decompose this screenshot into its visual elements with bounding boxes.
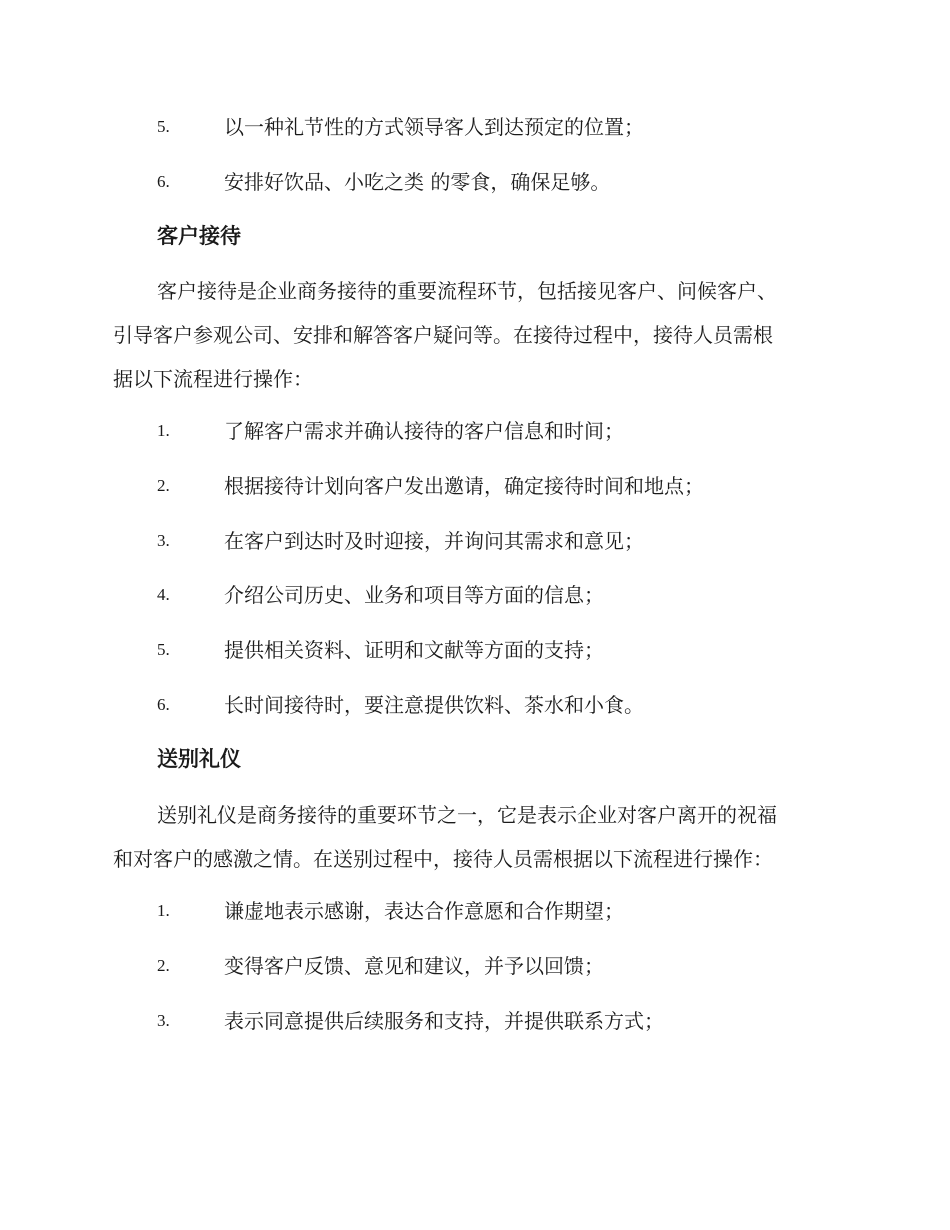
list-item-text: 表示同意提供后续服务和支持，并提供联系方式； — [224, 1009, 664, 1033]
list-item-text: 提供相关资料、证明和文献等方面的支持； — [224, 638, 604, 662]
list-item — [0, 414, 950, 448]
list-number: 4. — [157, 585, 170, 604]
section-heading-farewell: 送别礼仪 — [157, 747, 241, 771]
list-number: 1. — [157, 421, 170, 440]
list-number: 6. — [157, 695, 170, 714]
paragraph-line: 和对客户的感激之情。在送别过程中，接待人员需根据以下流程进行操作： — [113, 847, 773, 871]
list-item — [0, 949, 950, 983]
list-item-text: 以一种礼节性的方式领导客人到达预定的位置； — [224, 115, 644, 139]
list-item — [0, 524, 950, 558]
list-item — [0, 688, 950, 722]
list-number: 5. — [157, 640, 170, 659]
paragraph-line: 送别礼仪是商务接待的重要环节之一，它是表示企业对客户离开的祝福 — [157, 803, 777, 827]
list-item-text: 安排好饮品、小吃之类 的零食，确保足够。 — [224, 170, 611, 194]
list-item-text: 根据接待计划向客户发出邀请，确定接待时间和地点； — [224, 474, 704, 498]
list-number: 6. — [157, 172, 170, 191]
list-item — [0, 578, 950, 612]
list-item-text: 在客户到达时及时迎接，并询问其需求和意见； — [224, 529, 644, 553]
paragraph-line: 引导客户参观公司、安排和解答客户疑问等。在接待过程中，接待人员需根 — [113, 323, 773, 347]
list-item-text: 变得客户反馈、意见和建议，并予以回馈； — [224, 954, 604, 978]
paragraph-line: 客户接待是企业商务接待的重要流程环节，包括接见客户、问候客户、 — [157, 279, 777, 303]
list-item — [0, 469, 950, 503]
list-item — [0, 894, 950, 928]
list-item — [0, 165, 950, 199]
list-item-text: 长时间接待时，要注意提供饮料、茶水和小食。 — [224, 693, 644, 717]
list-item-text: 介绍公司历史、业务和项目等方面的信息； — [224, 583, 604, 607]
list-item — [0, 633, 950, 667]
list-item-text: 了解客户需求并确认接待的客户信息和时间； — [224, 419, 624, 443]
list-number: 2. — [157, 476, 170, 495]
list-number: 5. — [157, 117, 170, 136]
list-item — [0, 1004, 950, 1038]
list-item-text: 谦虚地表示感谢，表达合作意愿和合作期望； — [224, 899, 624, 923]
list-number: 3. — [157, 1011, 170, 1030]
list-number: 2. — [157, 956, 170, 975]
section-heading-reception: 客户接待 — [157, 224, 241, 248]
list-number: 1. — [157, 901, 170, 920]
paragraph-line: 据以下流程进行操作： — [113, 367, 313, 391]
list-item — [0, 110, 950, 144]
list-number: 3. — [157, 531, 170, 550]
